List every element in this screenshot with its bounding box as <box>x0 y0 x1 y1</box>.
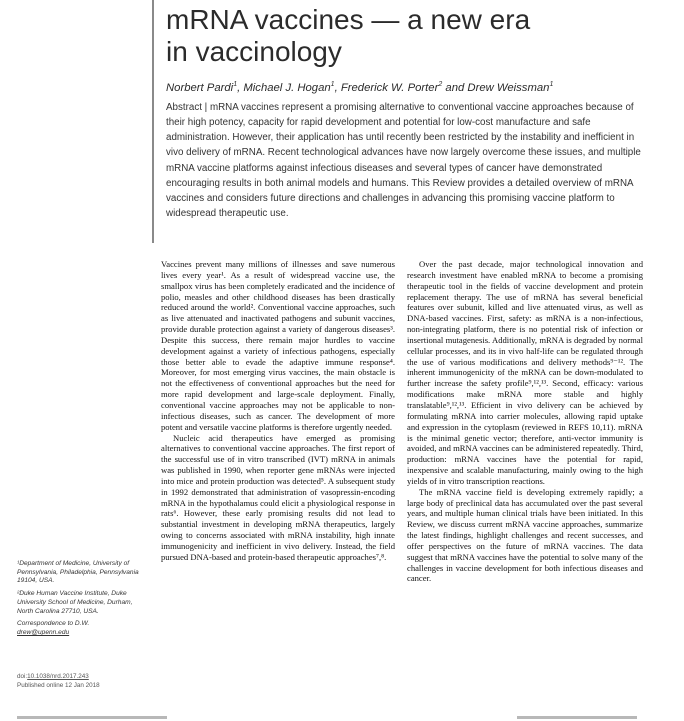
body-paragraph: Over the past decade, major technological innovation and research investment have enabled mRNA to become a promising therapeutic tool in the fields of vaccine development and protein replacement therapy. The use of mRNA has several beneficial features over subunit, killed and live attenuated virus, as well as DNA-based vaccines. First, safety: as mRNA is a non-infectious, non-integrating platform, there is no potential risk of infection or insertional mutagenesis. Additionally, mRNA is degraded by normal cellular processes, and its in vivo half-life can be regulated through the use of various modifications and delivery methods⁹⁻¹². The inherent immunogenicity of the mRNA can be down-modulated to further increase the safety profile⁹,¹²,¹³. Second, efficacy: various modifications make mRNA more stable and highly translatable⁹,¹²,¹³. Efficient in vivo delivery can be achieved by formulating mRNA into carrier molecules, allowing rapid uptake and expression in the cytoplasm (reviewed in REFS 10,11). mRNA is the minimal genetic vector; therefore, anti-vector immunity is avoided, and mRNA vaccines can be administered repeatedly. Third, production: mRNA vaccines have the potential for rapid, inexpensive and scalable manufacturing, mainly owing to the high yields of in vitro transcription reactions. <box>407 259 643 486</box>
doi-link[interactable]: 10.1038/nrd.2017.243 <box>27 673 89 680</box>
title-line-1: mRNA vaccines — a new era <box>166 4 531 35</box>
published-date: Published online 12 Jan 2018 <box>17 681 100 689</box>
affiliations <box>17 560 147 642</box>
footer-journal-strip <box>17 716 167 719</box>
abstract-text: mRNA vaccines represent a promising alternative to conventional vaccine approaches because of their high potency, capacity for rapid development and potential for low-cost manufacture and safe administration. However, their application has until recently been restricted by the instability and inefficient in vivo delivery of mRNA. Recent technological advances have now largely overcome these issues, and multiple mRNA vaccine platforms against infectious diseases and several types of cancer have demonstrated encouraging results in both animal models and humans. This Review provides a detailed overview of mRNA vaccines and considers future directions and challenges in advancing this promising vaccine platform to widespread therapeutic use. <box>166 102 641 220</box>
author-3-affil: 2 <box>438 81 443 88</box>
doi-prefix: doi: <box>17 673 28 680</box>
correspondence <box>17 620 147 637</box>
author-2-affil: 1 <box>330 81 335 88</box>
author-conjunction: and <box>445 81 465 94</box>
body-paragraph: Nucleic acid therapeutics have emerged as promising alternatives to conventional vaccine approaches. The first report of the successful use of in vitro transcribed (IVT) mRNA in animals was published in 1990, when reporter gene mRNAs were injected into mice and protein production was detected⁵. A subsequent study in 1992 demonstrated that administration of vasopressin-encoding mRNA in the hypothalamus could elicit a physiological response in rats⁶. However, these early promising results did not lead to substantial investment in developing mRNA therapeutics, largely owing to concerns associated with mRNA instability, high innate immunogenicity and inefficient in vivo delivery. Instead, the field pursued DNA-based and protein-based therapeutic approaches⁷,⁸. <box>161 432 395 562</box>
correspondence-email[interactable]: drew@upenn.edu <box>17 628 70 636</box>
title-line-2: in vaccinology <box>166 36 342 67</box>
article-title <box>166 4 666 68</box>
footer-volume-strip <box>517 716 637 719</box>
doi-block <box>17 673 147 690</box>
correspondence-label: Correspondence to D.W. <box>17 620 90 628</box>
abstract-label: Abstract | <box>166 102 210 113</box>
affiliation-2: ²Duke Human Vaccine Institute, Duke University School of Medicine, Durham, North Carolina 27710, USA. <box>17 590 133 615</box>
author-3: Frederick W. Porter <box>340 81 439 94</box>
author-4-affil: 1 <box>549 81 554 88</box>
abstract <box>166 100 646 221</box>
author-1-affil: 1 <box>233 81 238 88</box>
page-footer <box>17 716 667 721</box>
author-1: Norbert Pardi <box>166 81 234 94</box>
body-paragraph: The mRNA vaccine field is developing extremely rapidly; a large body of preclinical data has accumulated over the past several years, and multiple human clinical trials have been initiated. In this Review, we discuss current mRNA vaccine approaches, summarize the latest findings, highlight challenges and recent successes, and offer perspectives on the future of mRNA vaccines. The data suggest that mRNA vaccines have the potential to solve many of the challenges in vaccine development for both infectious diseases and cancer. <box>407 486 643 584</box>
body-column-right <box>407 259 643 584</box>
author-4: Drew Weissman <box>467 81 550 94</box>
body-paragraph: Vaccines prevent many millions of illnesses and save numerous lives every year¹. As a result of widespread vaccine use, the smallpox virus has been completely eradicated and the incidence of polio, measles and other childhood diseases has been drastically reduced around the world². Conventional vaccine approaches, such as live attenuated and inactivated pathogens and subunit vaccines, provide durable protection against a variety of dangerous diseases³. Despite this success, there remain major hurdles to vaccine development against a variety of infectious pathogens, especially those better able to evade the adaptive immune response⁴. Moreover, for most emerging virus vaccines, the main obstacle is not the effectiveness of conventional approaches but the need for more rapid development and large-scale deployment. Finally, conventional vaccine approaches may not be applicable to non-infectious diseases, such as cancer. The development of more potent and versatile vaccine platforms is therefore urgently needed. <box>161 259 395 432</box>
body-column-left <box>161 259 395 563</box>
title-rule <box>152 0 154 243</box>
affiliation-1: ¹Department of Medicine, University of Pennsylvania, Philadelphia, Pennsylvania 19104, USA. <box>17 560 139 585</box>
author-2: Michael J. Hogan <box>243 81 331 94</box>
author-list: Norbert Pardi$^1$, Michael J. Hogan$^1$, Frederick W. Porter$^2$ and Drew Weissman$^1$ <box>166 81 554 94</box>
